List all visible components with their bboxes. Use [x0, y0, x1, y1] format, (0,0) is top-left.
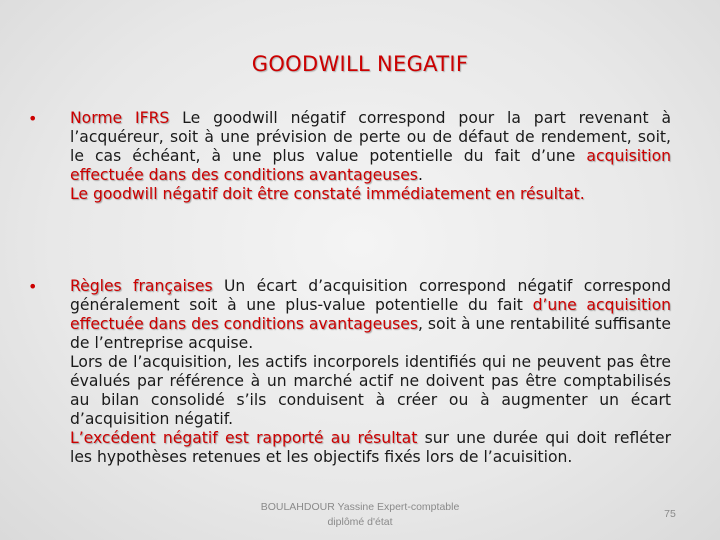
french-paragraph-3: [70, 429, 671, 467]
ifrs-highlight: acquisition effectuée dans des conditions avantageuses: [70, 147, 671, 184]
french-paragraph-2: Lors de l’acquisition, les actifs incorporels identifiés qui ne peuvent pas être évalués par référence à un marché actif ne doivent pas être comptabilisés au bilan consolidé s’ils conduisent à créer ou à augmenter un écart d’acquisition négatif.: [70, 353, 671, 428]
ifrs-conclusion: Le goodwill négatif doit être constaté immédiatement en résultat.: [70, 185, 585, 203]
slide-title: GOODWILL NEGATIF: [251, 52, 469, 76]
french-text-2: , soit à une rentabilité suffisante de l’entreprise acquise.: [70, 315, 671, 352]
footer-author: [240, 500, 480, 530]
bullet-french-body: [70, 277, 671, 467]
french-paragraph-1: [70, 277, 671, 353]
ifrs-lead: Norme IFRS: [70, 109, 170, 127]
bullet-dot: •: [28, 277, 38, 296]
bullet-dot: •: [28, 109, 38, 128]
french-text-3: sur une durée qui doit refléter les hypothèses retenues et les objectifs fixés lors de l’acuisition.: [70, 429, 671, 466]
ifrs-text-2: .: [417, 166, 423, 184]
footer-line-1: BOULAHDOUR Yassine Expert-comptable: [260, 501, 460, 513]
footer-line-2: diplômé d'état: [327, 516, 393, 528]
page-number: 75: [664, 508, 676, 520]
french-text-1: Un écart d’acquisition correspond négatif correspond généralement soit à une plus-value potentielle du fait: [70, 277, 671, 314]
french-lead: Règles françaises: [70, 277, 213, 295]
bullet-ifrs-body: [70, 109, 671, 204]
french-highlight-1: d’une acquisition effectuée dans des conditions avantageuses: [70, 296, 672, 333]
ifrs-paragraph: [70, 109, 671, 185]
french-highlight-2: L’excédent négatif est rapporté au résultat: [70, 429, 418, 447]
ifrs-text-1: Le goodwill négatif correspond pour la part revenant à l’acquéreur, soit à une prévision de perte ou de défaut de rendement, soit, le cas échéant, à une plus value potentielle du fait d’une: [70, 109, 672, 165]
